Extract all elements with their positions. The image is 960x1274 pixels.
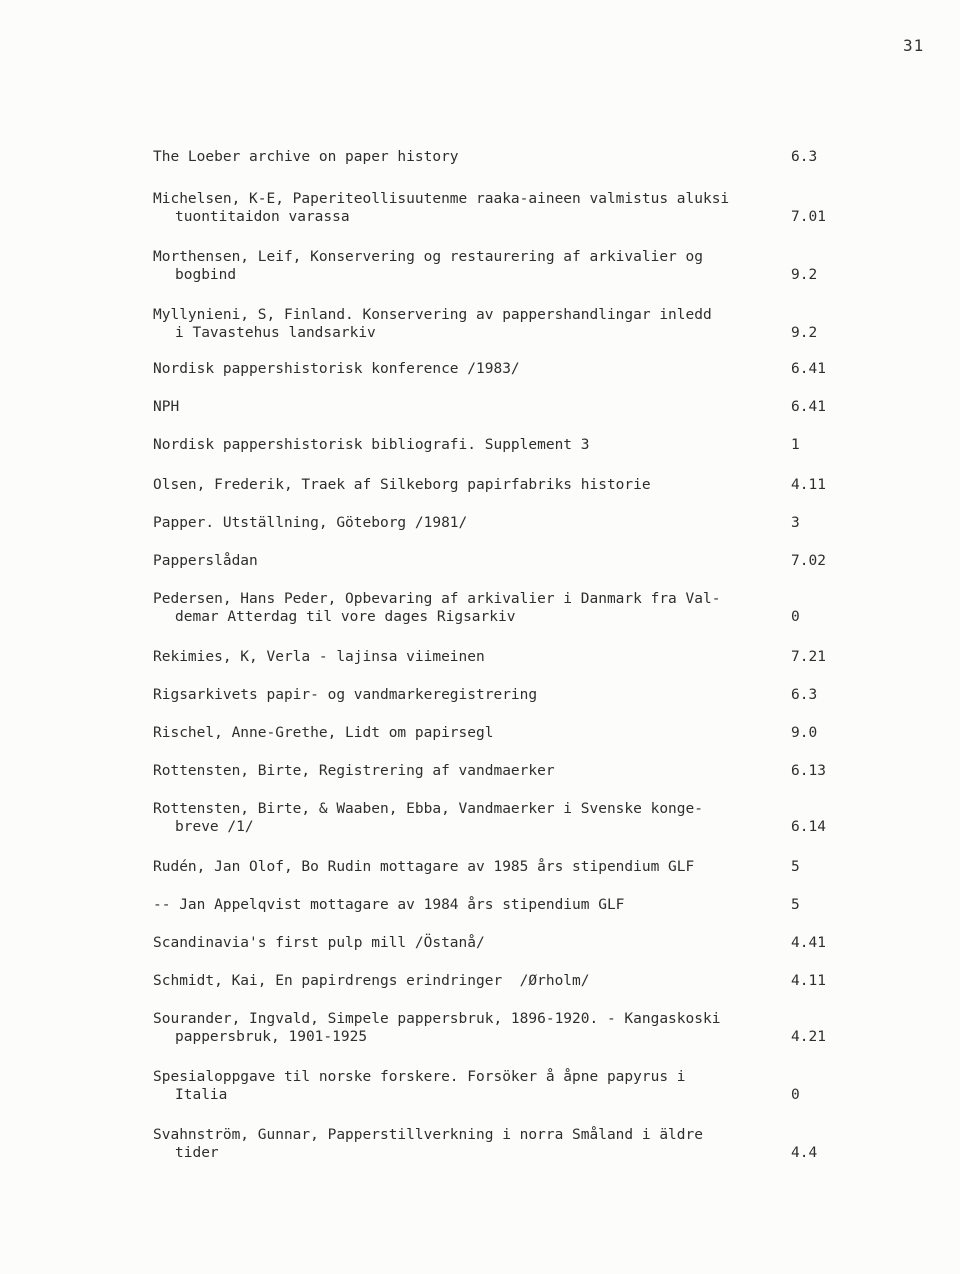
index-entry xyxy=(153,476,833,494)
index-entry xyxy=(153,934,833,952)
classification-code: 7.01 xyxy=(791,209,826,225)
classification-code: 4.4 xyxy=(791,1145,818,1161)
index-entry xyxy=(153,1126,833,1162)
index-entry xyxy=(153,436,833,454)
entry-text: Rottensten, Birte, Registrering af vandmaerker xyxy=(153,763,555,779)
entry-text: Schmidt, Kai, En papirdrengs erindringer /Ørholm/ xyxy=(153,973,590,989)
entry-text: Myllynieni, S, Finland. Konservering av pappershandlingar inledd xyxy=(153,307,712,323)
index-entry xyxy=(153,972,833,990)
index-entry xyxy=(153,896,833,914)
entry-text: Nordisk pappershistorisk bibliografi. Supplement 3 xyxy=(153,437,590,453)
index-entry xyxy=(153,800,833,836)
entry-text: Michelsen, K-E, Paperiteollisuutenme raaka-aineen valmistus aluksi xyxy=(153,191,730,207)
entry-text: Olsen, Frederik, Traek af Silkeborg papirfabriks historie xyxy=(153,477,651,493)
entry-text: Rudén, Jan Olof, Bo Rudin mottagare av 1985 års stipendium GLF xyxy=(153,859,695,875)
index-entry xyxy=(153,762,833,780)
classification-code: 5 xyxy=(791,859,800,875)
index-entry xyxy=(153,398,833,416)
classification-code: 9.2 xyxy=(791,325,818,341)
entry-text-continuation: tider xyxy=(175,1145,219,1161)
entry-text: Nordisk pappershistorisk konference /1983/ xyxy=(153,361,520,377)
classification-code: 3 xyxy=(791,515,800,531)
entry-text: Sourander, Ingvald, Simpele pappersbruk, 1896-1920. - Kangaskoski xyxy=(153,1011,721,1027)
classification-code: 4.11 xyxy=(791,973,826,989)
entry-text: Scandinavia's first pulp mill /Östanå/ xyxy=(153,935,485,951)
entry-text: Svahnström, Gunnar, Papperstillverkning i norra Småland i äldre xyxy=(153,1127,703,1143)
entry-text: The Loeber archive on paper history xyxy=(153,149,459,165)
entry-text: -- Jan Appelqvist mottagare av 1984 års stipendium GLF xyxy=(153,897,625,913)
classification-code: 9.2 xyxy=(791,267,818,283)
entry-text: Pedersen, Hans Peder, Opbevaring af arkivalier i Danmark fra Val- xyxy=(153,591,721,607)
classification-code: 6.14 xyxy=(791,819,826,835)
index-entry xyxy=(153,148,833,166)
classification-code: 1 xyxy=(791,437,800,453)
index-entry xyxy=(153,248,833,284)
classification-code: 9.0 xyxy=(791,725,818,741)
index-entry xyxy=(153,724,833,742)
entry-text: NPH xyxy=(153,399,180,415)
entry-text: Papper. Utställning, Göteborg /1981/ xyxy=(153,515,468,531)
index-entry xyxy=(153,686,833,704)
classification-code: 6.3 xyxy=(791,687,818,703)
page-number: 31 xyxy=(903,36,925,55)
entry-text-continuation: i Tavastehus landsarkiv xyxy=(175,325,376,341)
classification-code: 7.02 xyxy=(791,553,826,569)
entry-text-continuation: demar Atterdag til vore dages Rigsarkiv xyxy=(175,609,516,625)
classification-code: 6.41 xyxy=(791,361,826,377)
classification-code: 4.11 xyxy=(791,477,826,493)
entry-text: Spesialoppgave til norske forskere. Forsöker å åpne papyrus i xyxy=(153,1069,686,1085)
classification-code: 0 xyxy=(791,609,800,625)
classification-code: 5 xyxy=(791,897,800,913)
classification-code: 4.41 xyxy=(791,935,826,951)
classification-code: 6.41 xyxy=(791,399,826,415)
classification-code: 4.21 xyxy=(791,1029,826,1045)
classification-code: 7.21 xyxy=(791,649,826,665)
classification-code: 6.3 xyxy=(791,149,818,165)
index-entry xyxy=(153,360,833,378)
entry-text-continuation: breve /1/ xyxy=(175,819,254,835)
entry-text: Rekimies, K, Verla - lajinsa viimeinen xyxy=(153,649,485,665)
entry-text: Morthensen, Leif, Konservering og restaurering af arkivalier og xyxy=(153,249,703,265)
entry-text-continuation: pappersbruk, 1901-1925 xyxy=(175,1029,368,1045)
classification-code: 0 xyxy=(791,1087,800,1103)
index-entry xyxy=(153,190,833,226)
classification-code: 6.13 xyxy=(791,763,826,779)
entry-text: Rottensten, Birte, & Waaben, Ebba, Vandmaerker i Svenske konge- xyxy=(153,801,703,817)
entry-text-continuation: Italia xyxy=(175,1087,228,1103)
entry-text-continuation: tuontitaidon varassa xyxy=(175,209,350,225)
index-entry xyxy=(153,1010,833,1046)
index-entry xyxy=(153,306,833,342)
entry-text: Papperslådan xyxy=(153,553,258,569)
index-entry xyxy=(153,648,833,666)
entry-text-continuation: bogbind xyxy=(175,267,237,283)
index-entry xyxy=(153,858,833,876)
index-entry xyxy=(153,552,833,570)
index-entry xyxy=(153,1068,833,1104)
entry-text: Rigsarkivets papir- og vandmarkeregistrering xyxy=(153,687,538,703)
index-entry xyxy=(153,514,833,532)
index-entry xyxy=(153,590,833,626)
entry-text: Rischel, Anne-Grethe, Lidt om papirsegl xyxy=(153,725,494,741)
